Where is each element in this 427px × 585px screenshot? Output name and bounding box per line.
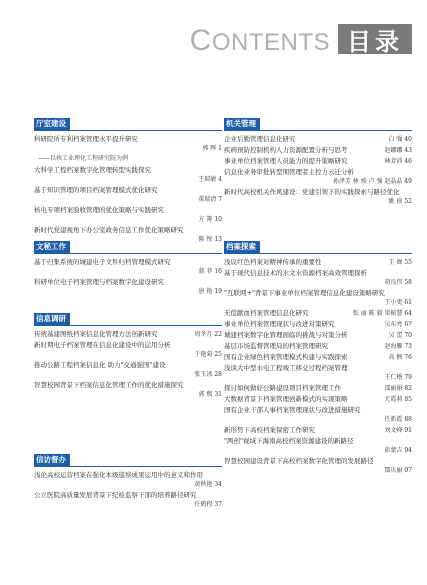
entry-title: 基层市场监督管理局的档案管理研究 — [224, 342, 328, 350]
section-header — [224, 118, 412, 131]
entry-author: 王 婵 — [388, 259, 403, 266]
entry-page: 97 — [404, 467, 412, 474]
section-title: 档案探索 — [224, 241, 260, 253]
entry-title: 事业单位档案管理现状与改进对策研究 — [224, 320, 335, 328]
toc-section — [34, 454, 222, 509]
entry-page: 88 — [404, 416, 412, 423]
entry-page: 94 — [404, 447, 412, 454]
toc-entry[interactable] — [224, 134, 412, 144]
toc-entry[interactable] — [34, 185, 222, 204]
entry-title: 城建档案数字化管理面临的挑战与对策分析 — [224, 331, 348, 339]
entry-author: 任新霞 — [384, 416, 403, 423]
entry-title: 科研单位电子档案管理与档案数字化建设研究 — [34, 278, 164, 286]
entry-title: 信息化业务审批转型期管理者主控力云迁分析 — [224, 168, 354, 176]
section-header — [34, 241, 222, 254]
entry-title: "互联网+"背景下事业单位档案管理信息化建设策略研究 — [224, 289, 385, 297]
entry-author: 彭蒙吉 — [384, 447, 403, 454]
entry-title: 探讨如何做好公路建设项目档案管理工作 — [224, 384, 341, 392]
entry-author-page — [389, 135, 412, 144]
toc-entry[interactable] — [34, 165, 222, 184]
entry-page: 22 — [214, 331, 222, 338]
entry-author: 赵娜娜 — [384, 147, 403, 154]
toc-entry[interactable] — [34, 490, 222, 509]
entry-title: 无偿献血档案管理信息化研究 — [224, 309, 309, 317]
entry-title: "两创"视域下海南高校档案资源建设的新路径 — [224, 437, 354, 445]
entry-author-page — [34, 287, 222, 296]
header — [189, 24, 412, 57]
entry-page: 10 — [214, 216, 222, 223]
section-header — [34, 118, 222, 131]
mulu-badge: 目录 — [338, 24, 412, 54]
entry-title: 事业单位档案管理人员能力的提升策略研究 — [224, 157, 348, 165]
toc-subtitle[interactable] — [34, 154, 222, 164]
entry-page: 34 — [214, 481, 222, 488]
entry-author: 周冬月 — [194, 331, 213, 338]
toc-entry[interactable] — [224, 383, 412, 393]
entry-title: 大科学工程档案数字化管理转型实践探究 — [34, 166, 151, 174]
entry-author: 董瑞清 — [198, 196, 217, 203]
entry-page: 49 — [404, 178, 412, 185]
entry-author: 邵丽娟 — [384, 385, 403, 392]
contents-initial: C — [189, 24, 212, 57]
entry-title: 企业后勤管理信息化研究 — [224, 135, 296, 143]
section-title: 信访督办 — [34, 454, 70, 466]
entry-author-page — [384, 320, 412, 329]
entry-page: 25 — [214, 351, 222, 358]
entry-page: 28 — [214, 371, 222, 378]
toc-entry[interactable] — [224, 456, 412, 475]
entry-author: 林芳沛 — [384, 158, 403, 165]
entry-author-page — [34, 350, 222, 359]
entry-author: 郭 晖 — [202, 145, 217, 152]
entry-title: 核电专项档案验收管理的优化策略与实践研究 — [34, 206, 164, 214]
toc-entry[interactable] — [224, 268, 412, 287]
entry-title: 科研院所专利档案管理水平提升研究 — [34, 135, 138, 143]
entry-author: 高 枫 — [388, 354, 403, 361]
toc-entry[interactable] — [34, 329, 222, 339]
toc-entry[interactable] — [224, 308, 412, 318]
toc-entry[interactable] — [224, 257, 412, 267]
entry-author: 张玉冰 — [194, 371, 213, 378]
entry-page: 79 — [404, 374, 412, 381]
contents-wordmark — [190, 24, 330, 58]
entry-author-page — [384, 395, 412, 404]
toc-section — [34, 313, 222, 399]
entry-page: 13 — [214, 236, 222, 243]
entry-author: 胡良伟 — [384, 279, 403, 286]
entry-author: 尤霞莉 — [384, 396, 403, 403]
entry-author-page — [34, 267, 222, 276]
entry-page: 19 — [214, 288, 222, 295]
entry-author: 于艳菊 — [194, 351, 213, 358]
entry-author-page — [194, 330, 222, 339]
toc-entry[interactable] — [224, 436, 412, 455]
entry-author-page — [224, 446, 412, 455]
entry-author-page — [224, 278, 412, 287]
entry-author: 王小更 — [384, 299, 403, 306]
toc-section — [224, 118, 412, 206]
entry-title: 公立医院高质量发展背景下纪检监察干部的培养路径研究 — [34, 491, 197, 499]
entry-page: 16 — [214, 268, 222, 275]
entry-author: 方 箐 — [198, 216, 213, 223]
entry-author-page — [224, 197, 412, 206]
entry-page: 58 — [404, 279, 412, 286]
entry-page: 55 — [404, 259, 412, 266]
entry-title: 基于知识管理的项目档案管理模式优化研究 — [34, 186, 158, 194]
entry-author-page — [34, 370, 222, 379]
section-title: 厅室建设 — [34, 118, 70, 130]
toc-entry[interactable] — [34, 470, 222, 489]
toc-entry[interactable] — [224, 405, 412, 424]
entry-author: 陈 悦 — [198, 236, 213, 243]
entry-page: 73 — [404, 343, 412, 350]
toc-section — [34, 241, 222, 296]
section-header — [34, 313, 222, 326]
entry-author: 姚 徐 — [388, 198, 403, 205]
toc-section — [34, 118, 222, 244]
section-title: 信息调研 — [34, 313, 70, 325]
entry-author: 吴东亮 — [384, 321, 403, 328]
entry-title: 浅论高校运营档案在强化本级巡察成果运用中的意义和作用 — [34, 471, 203, 479]
toc-entry[interactable] — [224, 167, 412, 186]
entry-author-page — [34, 215, 222, 224]
entry-author-page — [224, 177, 412, 186]
entry-author: 唐 艳 — [198, 288, 213, 295]
entry-title: 基于归集系统的城建电子文件归档管理模式研究 — [34, 258, 171, 266]
section-header — [224, 241, 412, 254]
entry-title: 国有企业绿色档案管理模式构建与实践探索 — [224, 353, 348, 361]
toc-entry[interactable] — [224, 156, 412, 166]
entry-page: 67 — [404, 321, 412, 328]
toc-entry[interactable] — [34, 134, 222, 153]
toc-entry[interactable] — [34, 380, 222, 399]
entry-author: 任鹤程 — [194, 501, 213, 508]
toc-entry[interactable] — [224, 187, 412, 206]
toc-entry[interactable] — [34, 277, 222, 296]
entry-page: 43 — [404, 147, 412, 154]
entry-author: 王仁楷 — [384, 374, 403, 381]
entry-page: 4 — [218, 176, 222, 183]
toc-entry[interactable] — [224, 394, 412, 404]
entry-title: 疾病预防控制机构人力资源配置分析与思考 — [224, 146, 348, 154]
entry-page: 52 — [404, 198, 412, 205]
entry-author-page — [389, 331, 412, 340]
toc-entry[interactable] — [34, 257, 222, 276]
entry-author: 赵海雁 — [384, 343, 403, 350]
entry-author-page — [224, 298, 412, 307]
entry-author-page — [34, 144, 222, 153]
entry-author: 郭 熙 — [198, 391, 213, 398]
entry-page: 82 — [404, 385, 412, 392]
entry-author-page — [34, 390, 222, 399]
section-title: 机关管理 — [224, 118, 260, 130]
entry-author: 张 丽 陈 毅 梁振慧 — [352, 310, 403, 317]
entry-author-page — [34, 195, 222, 204]
entry-author: 蔣 菲 — [198, 268, 213, 275]
entry-author-page — [384, 342, 412, 351]
entry-author: 王瑞敏 — [198, 176, 217, 183]
entry-author-page — [353, 309, 412, 318]
entry-title: 国有企业干部人事档案管理现状与改进措施研究 — [224, 406, 361, 414]
toc-entry[interactable] — [224, 341, 412, 351]
entry-author-page — [224, 415, 412, 424]
entry-title: ——以核工业理化工程研究院为例 — [38, 155, 129, 162]
entry-title: 新形势下高校档案保密工作研究 — [224, 426, 315, 434]
entry-page: 64 — [404, 310, 412, 317]
entry-title: 智慧校园建设背景下高校档案数字化管理的发展路径 — [224, 457, 374, 465]
entry-page: 37 — [214, 501, 222, 508]
toc-entry[interactable] — [224, 352, 412, 362]
entry-author-page — [34, 480, 222, 489]
entry-author: 白 强 — [388, 136, 403, 143]
toc-entry[interactable] — [224, 425, 412, 435]
entry-page: 1 — [218, 145, 222, 152]
entry-page: 40 — [404, 136, 412, 143]
entry-page: 85 — [404, 396, 412, 403]
toc-entry[interactable] — [34, 360, 222, 379]
entry-page: 61 — [404, 299, 412, 306]
contents-rest: ONTENTS — [211, 29, 330, 56]
entry-page: 70 — [404, 332, 412, 339]
entry-title: 浅议红色档案对精神传承的重要性 — [224, 258, 322, 266]
entry-page: 31 — [214, 391, 222, 398]
toc-section — [224, 241, 412, 475]
section-header — [34, 454, 222, 467]
toc-entry[interactable] — [224, 145, 412, 155]
toc-entry[interactable] — [224, 319, 412, 329]
entry-title: 新时期电子档案管理在信息化建设中的运用分析 — [34, 341, 171, 349]
section-title: 文秘工作 — [34, 241, 70, 253]
entry-title: 推动公路工程档案信息化 助力"交通强国"建设 — [34, 361, 166, 369]
toc-entry[interactable] — [34, 340, 222, 359]
entry-author: 孙泽芳 林 竣 卢 强 赵晶晶 — [332, 178, 403, 185]
toc-entry[interactable] — [224, 363, 412, 382]
entry-author-page — [34, 175, 222, 184]
entry-title: 传统基建图纸档案信息化管理方法创新研究 — [34, 330, 158, 338]
entry-author-page — [34, 500, 222, 509]
entry-author-page — [384, 384, 412, 393]
entry-page: 76 — [404, 354, 412, 361]
entry-author-page — [384, 146, 412, 155]
entry-title: 浅谈大中型水电工程竣工移交过程档案管理 — [224, 364, 348, 372]
entry-title: 基于现代信息技术的水文水资源档案高效管理探析 — [224, 269, 367, 277]
entry-author: 鄢庆丽 — [384, 467, 403, 474]
entry-author: 吴 蕾 — [388, 332, 403, 339]
entry-title: 新时代党建视角下办公室政务信息工作优化策略研究 — [34, 226, 184, 234]
entry-author-page — [389, 258, 412, 267]
entry-page: 91 — [404, 427, 412, 434]
entry-author-page — [224, 373, 412, 382]
entry-page: 7 — [218, 196, 222, 203]
entry-author: 黄秋艳 — [194, 481, 213, 488]
entry-author-page — [384, 426, 412, 435]
entry-title: 大数据背景下档案管理创新模式的实现策略 — [224, 395, 348, 403]
toc-entry[interactable] — [224, 330, 412, 340]
entry-author-page — [224, 466, 412, 475]
entry-title: 智慧校园背景下档案信息化管理工作的优化措施探究 — [34, 381, 184, 389]
entry-author: 刘文峰 — [384, 427, 403, 434]
entry-title: 新时代高校机关作风建设：党建引领下的实践探索与路径优化 — [224, 188, 400, 196]
toc-entry[interactable] — [34, 205, 222, 224]
entry-page: 46 — [404, 158, 412, 165]
entry-author-page — [389, 353, 412, 362]
toc-entry[interactable] — [224, 288, 412, 307]
entry-author-page — [384, 157, 412, 166]
